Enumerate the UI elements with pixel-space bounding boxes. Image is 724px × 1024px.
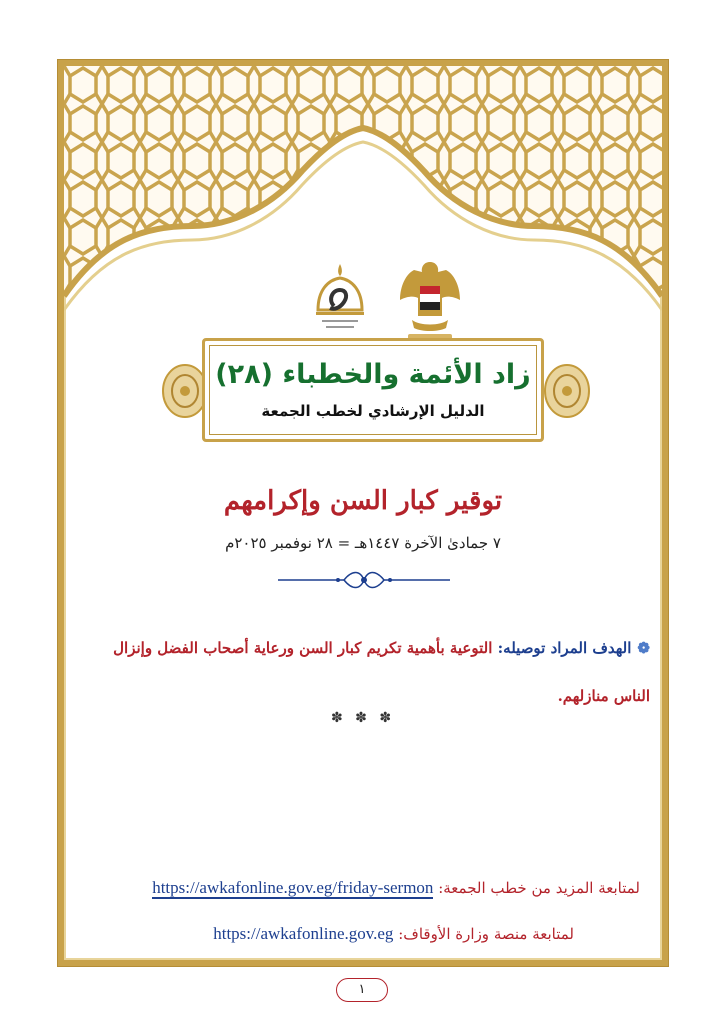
platform-link[interactable]: https://awkafonline.gov.eg bbox=[213, 924, 394, 943]
sermon-title: توقير كبار السن وإكرامهم bbox=[223, 486, 503, 516]
friday-sermon-link[interactable]: https://awkafonline.gov.eg/friday-sermon bbox=[152, 878, 434, 897]
sermon-date: ٧ جمادىٰ الآخرة ١٤٤٧هـ = ٢٨ نوفمبر ٢٠٢٥م bbox=[225, 534, 501, 552]
goal-text: التوعية بأهمية تكريم كبار السن ورعاية أصحاب الفضل وإنزال الناس منازلهم. bbox=[113, 639, 650, 705]
subtitle: الدليل الإرشادي لخطب الجمعة bbox=[261, 402, 485, 420]
page-frame bbox=[58, 60, 668, 966]
snowflake-bullet-icon: ❁ bbox=[637, 639, 650, 657]
friday-sermon-label: لمتابعة المزيد من خطب الجمعة: bbox=[438, 879, 640, 897]
right-rosette-ornament-icon bbox=[542, 362, 592, 420]
stars-separator: ✽ ✽ ✽ bbox=[330, 710, 396, 726]
friday-sermon-follow bbox=[64, 878, 640, 898]
page-number: ١ bbox=[336, 978, 388, 1002]
egypt-eagle-emblem-icon bbox=[394, 256, 466, 346]
goal-label: الهدف المراد توصيله: bbox=[497, 639, 632, 657]
platform-follow bbox=[74, 924, 574, 944]
awqaf-ministry-logo-icon bbox=[304, 256, 376, 346]
title-box bbox=[202, 338, 544, 442]
goal-paragraph bbox=[74, 624, 650, 720]
divider-ornament-icon bbox=[274, 568, 454, 592]
main-title: زاد الأئمة والخطباء (٢٨) bbox=[215, 359, 531, 390]
platform-label: لمتابعة منصة وزارة الأوقاف: bbox=[398, 925, 574, 943]
